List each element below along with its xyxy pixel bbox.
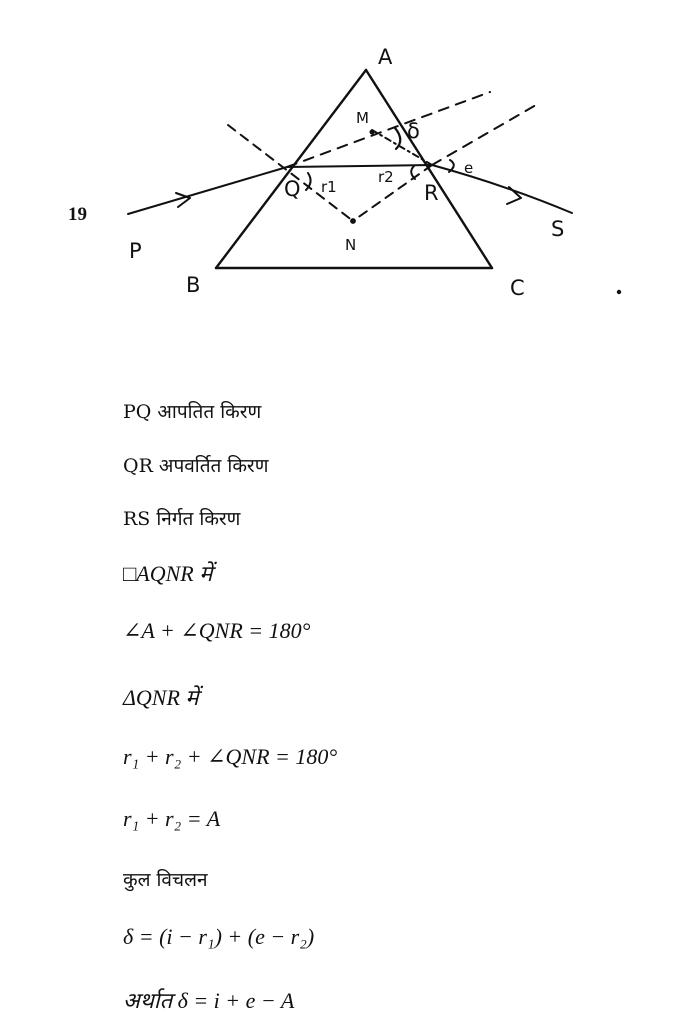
label-e: e bbox=[464, 159, 474, 177]
label-p: P bbox=[129, 239, 142, 263]
point-m-dot bbox=[370, 130, 374, 134]
refracted-ray bbox=[287, 165, 432, 167]
stray-dot bbox=[617, 290, 621, 294]
angle-arc-r2 bbox=[411, 166, 415, 179]
triangle-angle-equation: r₁ + r₂ + ∠QNR = 180° bbox=[123, 744, 338, 769]
emergent-back-extension bbox=[372, 130, 432, 165]
label-r1: r1 bbox=[321, 178, 337, 196]
emergent-extension bbox=[432, 105, 536, 165]
refraction-sum-equation: r₁ + r₂ = A bbox=[123, 806, 221, 831]
deviation-result: अर्थात δ = i + e − A bbox=[123, 988, 295, 1013]
quadrilateral-line: □AQNR में bbox=[123, 561, 213, 586]
label-c: C bbox=[510, 276, 525, 300]
angle-sum-equation: ∠A + ∠QNR = 180° bbox=[123, 618, 311, 643]
deviation-equation: δ = (i − r₁) + (e − r₂) bbox=[123, 924, 315, 949]
emergent-ray-line: RS निर्गत किरण bbox=[123, 508, 241, 530]
label-m: M bbox=[356, 109, 369, 127]
angle-arc-delta bbox=[395, 128, 400, 149]
incident-ray-line: PQ आपतित किरण bbox=[123, 401, 262, 423]
label-r: R bbox=[424, 181, 439, 205]
label-b: B bbox=[186, 273, 201, 297]
prism-diagram bbox=[0, 0, 675, 320]
normal-at-q bbox=[228, 125, 353, 221]
label-q: Q bbox=[284, 177, 301, 201]
label-r2: r2 bbox=[378, 168, 394, 186]
point-n-dot bbox=[351, 219, 356, 224]
refracted-ray-line: QR अपवर्तित किरण bbox=[123, 455, 269, 477]
label-delta: δ bbox=[407, 119, 420, 143]
total-deviation-heading: कुल विचलन bbox=[123, 869, 208, 891]
label-s: S bbox=[551, 217, 565, 241]
label-n: N bbox=[345, 236, 357, 254]
prism-side-ab bbox=[216, 70, 366, 268]
label-a: A bbox=[378, 45, 393, 69]
triangle-line: ΔQNR में bbox=[123, 685, 199, 710]
question-number: 19 bbox=[68, 204, 87, 225]
